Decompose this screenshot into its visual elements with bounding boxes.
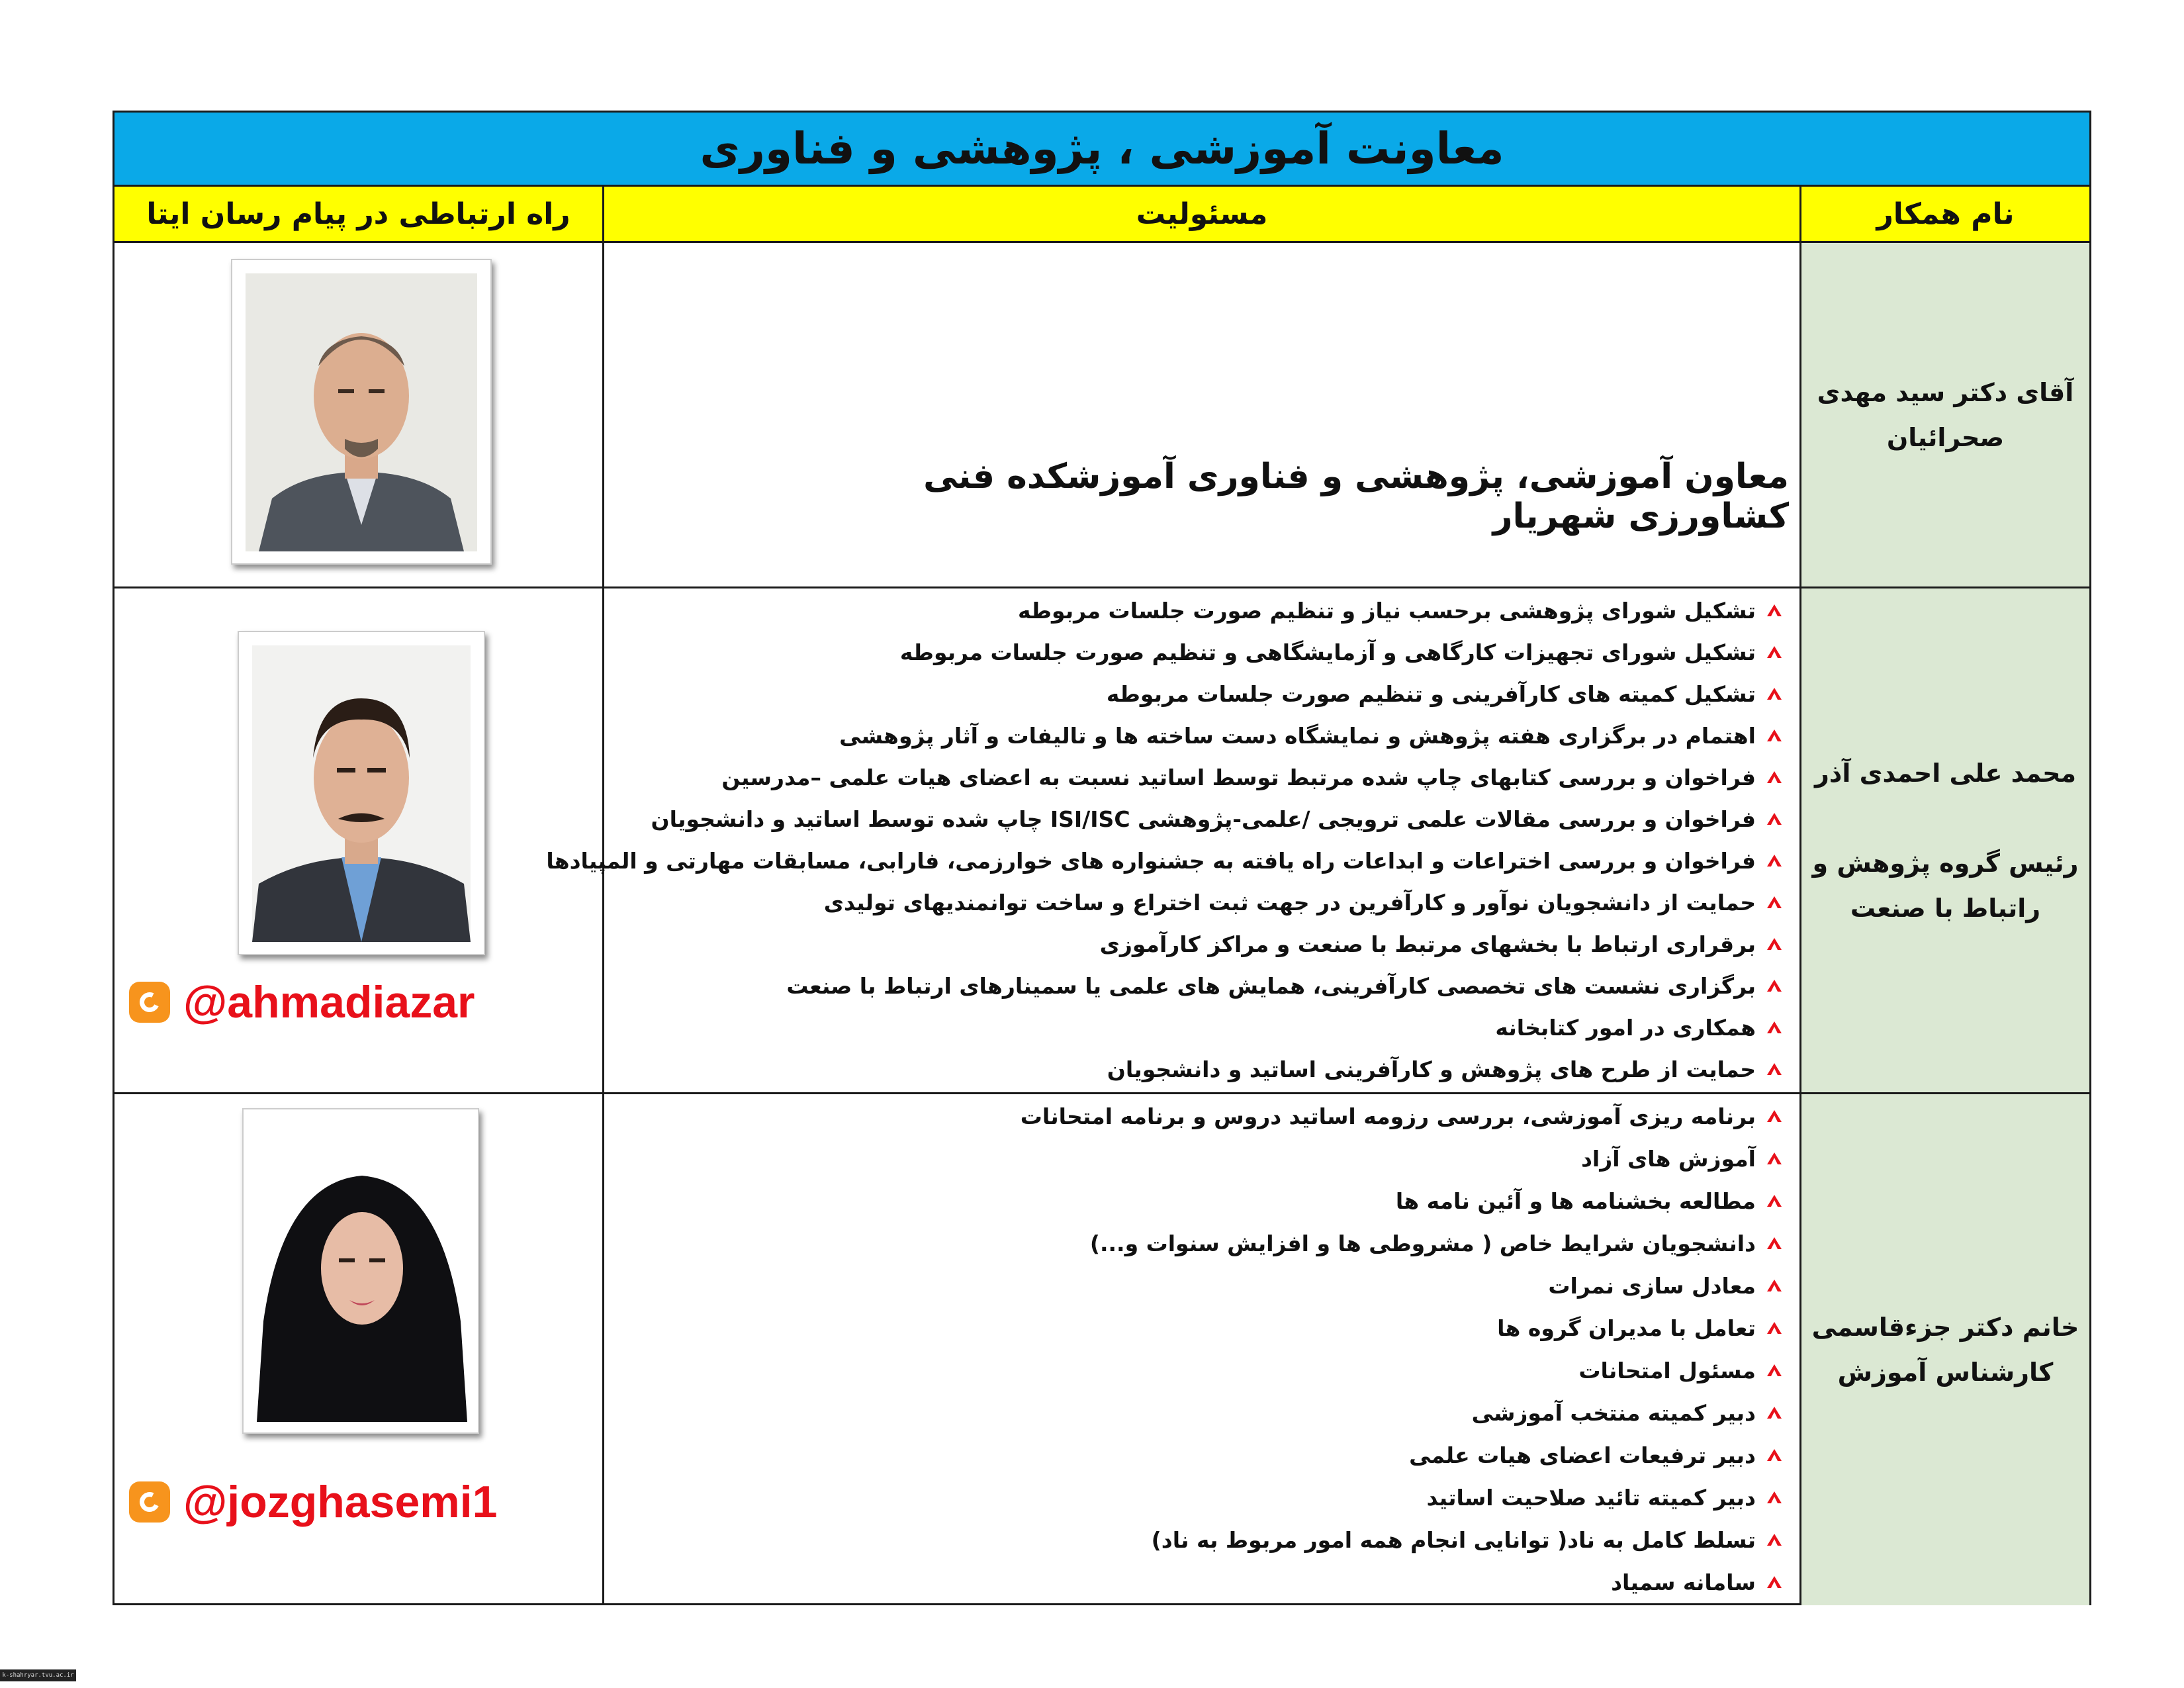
name-line: محمد علی احمدی آذر [1815, 758, 2077, 788]
list-item: فراخوان و بررسی کتابهای چاپ شده مرتبط توسط اساتید نسبت به اعضای هیات علمی –مدرسین [617, 757, 1789, 797]
footer-logo: k-shahryar.tvu.ac.ir [0, 1669, 76, 1681]
list-item: حمایت از دانشجویان نوآور و کارآفرین در جهت ثبت اختراع و ساخت توانمندیهای تولیدی [617, 882, 1789, 922]
list-item: مسئول امتحانات [617, 1350, 1789, 1390]
bullet-icon [1760, 729, 1789, 741]
name-line: راتباط با صنعت [1850, 893, 2041, 923]
list-item: دبیر ترفیعات اعضای هیات علمی [617, 1435, 1789, 1475]
header-name: نام همکار [1801, 187, 2089, 241]
bullet-icon [1760, 1534, 1789, 1546]
list-item: تشکیل شورای تجهیزات کارگاهی و آزمایشگاهی و تنظیم صورت جلسات مربوطه [617, 632, 1789, 672]
list-item: فراخوان و بررسی اختراعات و ابداعات راه یافته به جشنواره های خوارزمی، فارابی، مسابقات مهارتی و المپیادها [617, 841, 1789, 880]
person-photo-icon [252, 645, 471, 942]
name-line: کارشناس آموزش [1837, 1358, 2054, 1387]
photo-ahmadiazar [238, 631, 485, 955]
list-item: معادل سازی نمرات [617, 1266, 1789, 1305]
eitaa-logo-icon [129, 1481, 170, 1523]
eitaa-handle-jozghasemi[interactable] [129, 1476, 497, 1528]
bullet-icon [1760, 646, 1789, 658]
person-photo-icon [246, 273, 477, 551]
name-cell-3 [1801, 1094, 2089, 1605]
list-item: آموزش های آزاد [617, 1139, 1789, 1178]
bullet-icon [1760, 1110, 1789, 1122]
bullet-icon [1760, 813, 1789, 825]
handle-text[interactable]: @ahmadiazar [183, 977, 475, 1027]
role-text: معاون آموزشی، پژوهشی و فناوری آموزشکده فنی کشاورزی شهریار [923, 457, 1789, 536]
list-item: فراخوان و بررسی مقالات علمی ترویجی /علمی-پژوهشی ISI/ISC چاپ شده توسط اساتید و دانشجویان [617, 799, 1789, 839]
list-item: دانشجویان شرایط خاص ( مشروطی ها و افزایش سنوات و...) [617, 1223, 1789, 1263]
list-item: برنامه ریزی آموزشی، بررسی رزومه اساتید دروس و برنامه امتحانات [617, 1096, 1789, 1136]
responsibility-list-3 [617, 1096, 1789, 1603]
header-contact: راه ارتباطی در پیام رسان ایتا [114, 187, 602, 241]
bullet-icon [1760, 1491, 1789, 1503]
name-cell-2 [1801, 588, 2089, 1092]
name-cell-1 [1801, 243, 2089, 586]
person-photo-icon [257, 1123, 467, 1422]
list-item: سامانه سمیاد [617, 1562, 1789, 1602]
handle-text[interactable]: @jozghasemi1 [183, 1477, 498, 1527]
bullet-icon [1760, 1280, 1789, 1291]
bullet-icon [1760, 1449, 1789, 1461]
photo-sahraeian [231, 259, 492, 565]
list-item: اهتمام در برگزاری هفته پژوهش و نمایشگاه دست ساخته ها و تالیفات و آثار پژوهشی [617, 716, 1789, 755]
bullet-icon [1760, 1237, 1789, 1249]
bullet-icon [1760, 1063, 1789, 1075]
bullet-icon [1760, 1021, 1789, 1033]
bullet-icon [1760, 1195, 1789, 1207]
bullet-icon [1760, 855, 1789, 867]
name-line: خانم دکتر جزءقاسمی [1811, 1313, 2079, 1342]
list-item: برگزاری نشست های تخصصی کارآفرینی، همایش های علمی یا سمینارهای ارتباط با صنعت [617, 966, 1789, 1006]
bullet-icon [1760, 688, 1789, 700]
page-title: معاونت آموزشی ، پژوهشی و فناوری [114, 113, 2089, 185]
bullet-icon [1760, 604, 1789, 616]
bullet-icon [1760, 1364, 1789, 1376]
list-item: تشکیل شورای پژوهشی برحسب نیاز و تنظیم صورت جلسات مربوطه [617, 590, 1789, 630]
list-item: مطالعه بخشنامه ها و آئین نامه ها [617, 1181, 1789, 1221]
name-line: صحرائیان [1886, 422, 2005, 452]
bullet-icon [1760, 938, 1789, 950]
list-item: تشکیل کمیته های کارآفرینی و تنظیم صورت جلسات مربوطه [617, 674, 1789, 714]
header-responsibility: مسئولیت [604, 187, 1799, 241]
bullet-icon [1760, 1322, 1789, 1334]
list-item: تعامل با مدیران گروه ها [617, 1308, 1789, 1348]
divider [114, 241, 2089, 243]
responsibility-list-2 [546, 590, 1789, 1094]
bullet-icon [1760, 1407, 1789, 1419]
eitaa-handle-ahmadiazar[interactable] [129, 976, 475, 1028]
name-line: آقای دکتر سید مهدی [1817, 377, 2074, 407]
eitaa-logo-icon [129, 982, 170, 1023]
list-item: برقراری ارتباط با بخشهای مرتبط با صنعت و مراکز کارآموزی [617, 924, 1789, 964]
bullet-icon [1760, 980, 1789, 992]
bullet-icon [1760, 771, 1789, 783]
photo-jozghasemi [242, 1108, 479, 1434]
bullet-icon [1760, 896, 1789, 908]
staff-table [113, 111, 2091, 1605]
list-item: حمایت از طرح های پژوهش و کارآفرینی اساتید و دانشجویان [617, 1049, 1789, 1089]
list-item: تسلط کامل به ناد( توانایی انجام همه امور مربوط به ناد) [617, 1520, 1789, 1560]
divider [114, 586, 2089, 588]
list-item: دبیر کمیته منتخب آموزشی [617, 1393, 1789, 1432]
bullet-icon [1760, 1576, 1789, 1588]
divider [602, 187, 604, 1603]
name-line: رئیس گروه پژوهش و [1812, 848, 2079, 878]
list-item: دبیر کمیته تائید صلاحیت اساتید [617, 1477, 1789, 1517]
list-item: همکاری در امور کتابخانه [617, 1008, 1789, 1047]
bullet-icon [1760, 1152, 1789, 1164]
